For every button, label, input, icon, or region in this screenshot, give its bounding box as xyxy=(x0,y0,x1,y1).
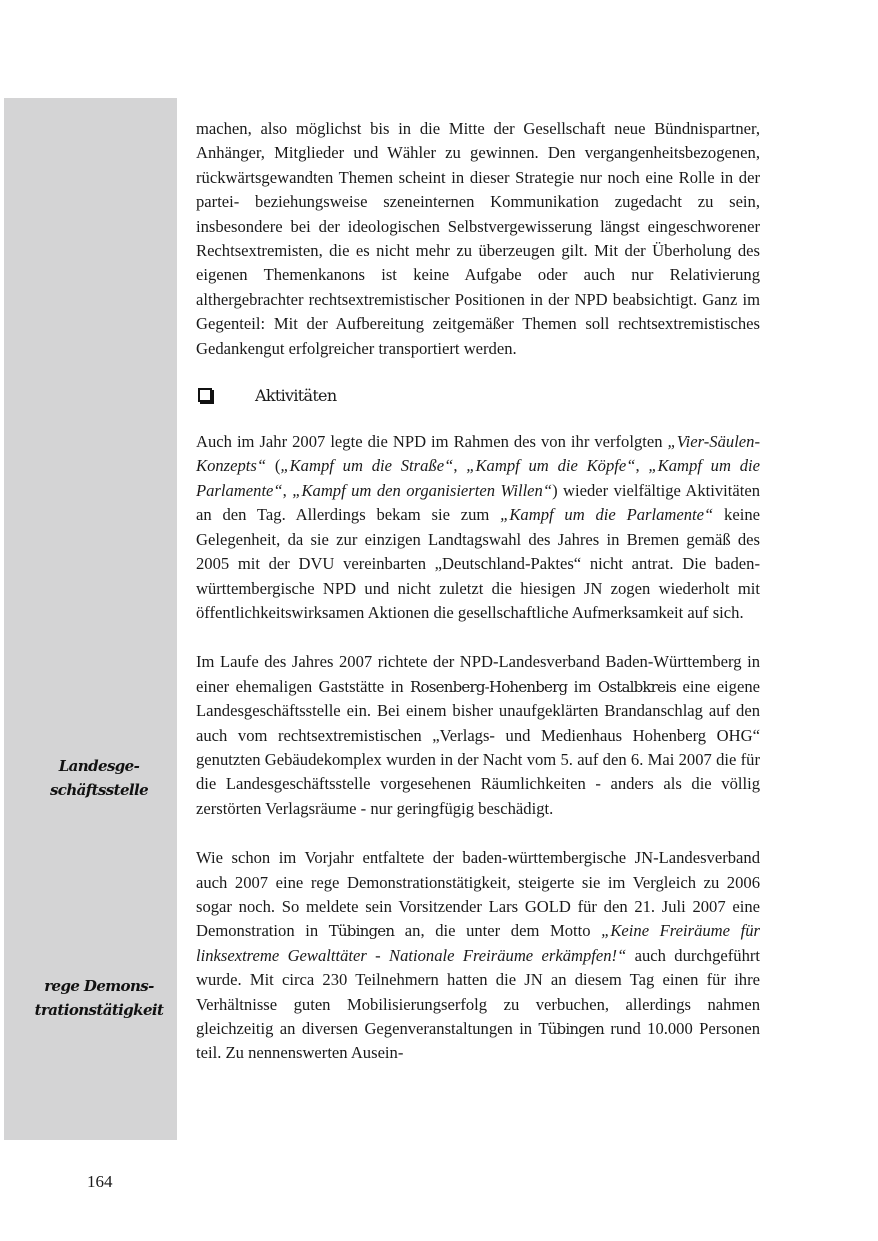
margin-note-demonstrationstaetigkeit xyxy=(4,974,194,1022)
paragraph-3 xyxy=(196,650,760,821)
text-run: auch durchgeführt wurde. Mit circa 230 Teilnehmern hatten die JN an diesem Tag einen für ihre Verhältnisse guten Mobilisierungserfolg zu verbuchen, allerdings nahmen gleichzeitig an diversen Gegenveranstaltungen in xyxy=(196,945,761,1038)
text-run: an, die unter dem Motto xyxy=(394,921,602,941)
margin-note-landesgeschaeftsstelle xyxy=(4,754,194,802)
text-run: Auch im Jahr 2007 legte die NPD im Rahmen des von ihr verfolgten xyxy=(196,432,668,452)
text-run-italic: „Kampf um die Köpfe“ xyxy=(466,456,636,476)
margin-note-line: schäftsstelle xyxy=(49,781,149,799)
text-run: ( xyxy=(266,456,281,476)
checkbox-bullet-icon xyxy=(198,388,212,402)
text-run: , xyxy=(453,456,467,476)
text-run-italic: „Keine Freiräume für linksextreme Gewalttäter - Nationale Freiräume erkämpfen!“ xyxy=(196,921,760,965)
place-name: Tübingen xyxy=(328,922,395,941)
text-run: ) wieder vielfältige Aktivitäten an den Tag. Allerdings bekam sie zum xyxy=(196,480,761,525)
text-run: im xyxy=(567,676,598,696)
place-name: Tübingen xyxy=(538,1020,604,1038)
place-name: Rosenberg-Hohenberg xyxy=(410,677,568,696)
text-run-italic: „Kampf um den organisierten Willen“ xyxy=(292,480,553,500)
text-run: keine Gelegenheit, da sie zur einzigen Landtagswahl des Jahres in Bremen gemäß des 2005 mit der DVU vereinbarten „Deutschland-Paktes“ nicht antrat. Die baden-württembergische NPD und nicht zuletzt die hiesigen JN zogen wiederholt mit öffentlichkeitswirksamen Aktionen die gesellschaftliche Aufmerksamkeit auf sich. xyxy=(196,505,760,622)
text-run-italic: „Kampf um die Parlamente“ xyxy=(500,505,714,525)
margin-note-line: Landesge- xyxy=(58,757,140,775)
text-run-italic: „Vier-Säulen-Konzepts“ xyxy=(196,432,760,476)
text-run: eine eigene Landesgeschäftsstelle ein. Bei einem bisher unaufgeklärten Brandanschlag auf den auch vom rechtsextremistischen „Verlags- und Medienhaus Hohenberg OHG“ genutzten Gebäudekomplex wurden in der Nacht vom 5. auf den 6. Mai 2007 die für die Landesgeschäftsstelle vorgesehenen Räumlichkeiten - anders als die völlig zerstörten Verlagsräume - nur geringfügig beschädigt. xyxy=(196,676,760,818)
margin-note-line: trationstätigkeit xyxy=(34,1001,164,1019)
margin-note-line: rege Demons- xyxy=(44,977,154,995)
text-run: rund 10.000 Personen teil. Zu nennenswerten Ausein- xyxy=(196,1019,760,1063)
page-number: 164 xyxy=(87,1172,113,1191)
paragraph-1: machen, also möglichst bis in die Mitte der Gesellschaft neue Bündnispartner, Anhänger, Mitglieder und Wähler zu gewinnen. Den vergangenheitsbezogenen, rückwärtsgewandten Themen scheint in dieser Strategie nur noch eine Rolle in der partei- beziehungsweise szeneinternen Kommunikation zugedacht zu sein, insbesondere bei der ideologischen Selbstvergewisserung längst eingeschworener Rechtsextremisten, die es nicht mehr zu überzeugen gilt. Mit der Überholung des eigenen Themenkanons ist keine Aufgabe oder auch nur Relativierung althergebrachter rechtsextremistischer Positionen in der NPD beabsichtigt. Ganz im Gegenteil: Mit der Aufbereitung zeitgemäßer Themen soll rechtsextremistisches Gedankengut erfolgreicher transportiert werden. xyxy=(196,119,760,358)
text-run: , xyxy=(635,456,649,476)
place-name: Ostalbkreis xyxy=(597,677,677,696)
section-heading-text: Aktivitäten xyxy=(255,385,337,405)
text-run: Im Laufe des Jahres 2007 richtete der NPD-Landesverband Baden-Württemberg in einer ehemaligen Gaststätte in xyxy=(196,652,760,696)
section-heading xyxy=(196,383,760,407)
text-run-italic: „Kampf um die Straße“ xyxy=(280,456,454,476)
paragraph-4 xyxy=(196,846,760,1066)
text-run: , xyxy=(282,480,293,500)
paragraph-2 xyxy=(196,430,760,625)
text-run: Wie schon im Vorjahr entfaltete der baden-württembergische JN-Landesverband auch 2007 eine rege Demonstrationstätigkeit, steigerte sie im Vergleich zu 2006 sogar noch. So meldete sein Vorsitzender Lars GOLD für den 21. Juli 2007 eine Demonstration in xyxy=(196,848,760,941)
text-run-italic: „Kampf um die Parlamente“ xyxy=(196,456,761,500)
main-text-column xyxy=(196,117,760,1066)
